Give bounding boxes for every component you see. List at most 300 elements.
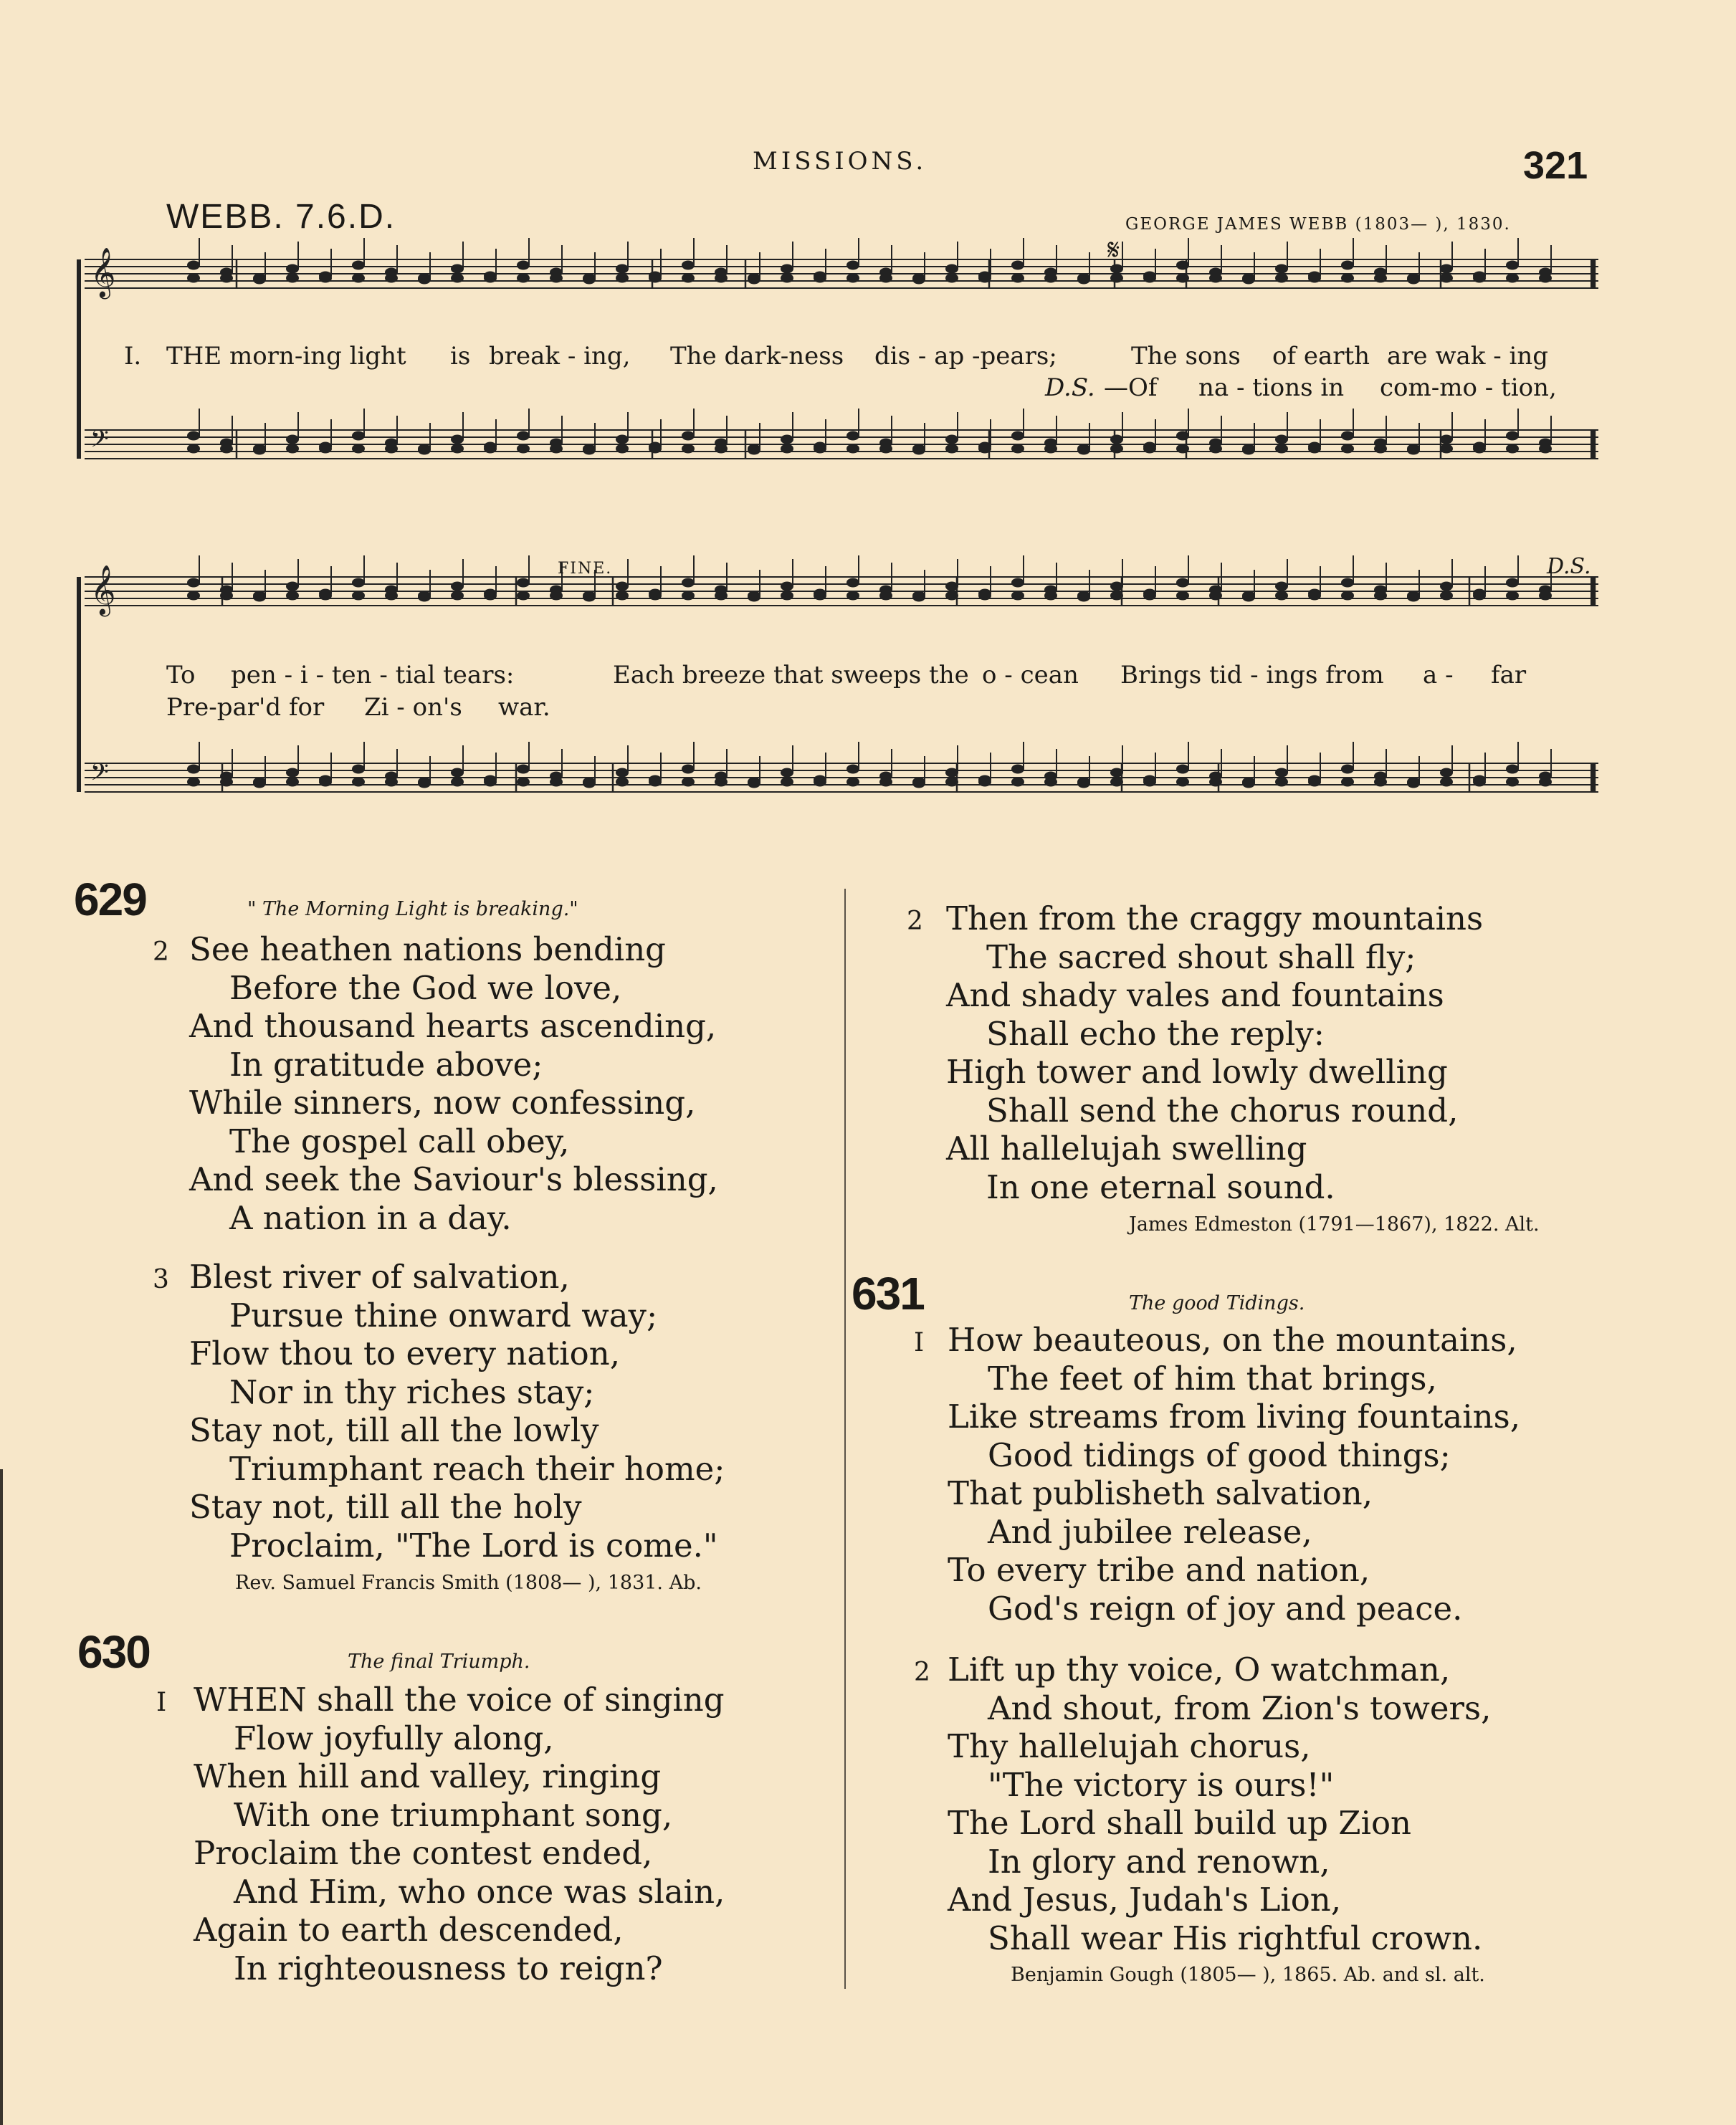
note-head <box>1176 444 1189 454</box>
note-head <box>517 591 530 601</box>
note-head <box>352 261 365 270</box>
note-head <box>1506 261 1519 270</box>
note-head <box>1011 765 1024 774</box>
note-head <box>1011 431 1024 441</box>
note-head <box>814 778 826 787</box>
note-head <box>1176 431 1189 441</box>
lyric-syllable: dis - ap -pears; <box>874 342 1057 371</box>
note-head <box>550 591 563 601</box>
note-head <box>846 261 859 270</box>
note-head <box>187 431 200 441</box>
section-header: MISSIONS. <box>753 147 927 176</box>
lyric-syllable: The sons <box>1131 342 1241 371</box>
note-head <box>1506 431 1519 441</box>
note-head <box>1176 261 1189 270</box>
note-head <box>781 435 793 444</box>
verse-line: And seek the Saviour's blessing, <box>189 1160 718 1198</box>
note-head <box>814 444 826 454</box>
lyric-syllable: a - <box>1423 661 1454 689</box>
treble-clef: 𝄞 <box>90 565 116 615</box>
verse-block <box>189 1258 725 1565</box>
note-head <box>1011 274 1024 283</box>
note-head <box>1506 591 1519 601</box>
note-head <box>616 582 629 591</box>
lyric-verse-number: I. <box>124 342 142 371</box>
verse-line: And jubilee release, <box>988 1512 1312 1551</box>
verse-line: To every tribe and nation, <box>948 1551 1370 1589</box>
lyric-syllable: war. <box>498 693 550 722</box>
note-head <box>1506 578 1519 588</box>
note-head <box>945 591 958 601</box>
note-head <box>385 274 398 283</box>
note-head <box>484 274 497 283</box>
note-head <box>616 274 629 283</box>
verse-line: Shall wear His rightful crown. <box>988 1919 1483 1957</box>
note-head <box>286 264 299 274</box>
verse-number: I <box>156 1688 167 1717</box>
note-head <box>781 444 793 454</box>
note-head <box>187 261 200 270</box>
note-head <box>1407 591 1420 601</box>
note-head <box>187 765 200 774</box>
note-head <box>945 778 958 787</box>
note-head <box>286 435 299 444</box>
note-head <box>1110 768 1123 778</box>
verse-line: A nation in a day. <box>229 1198 512 1237</box>
note-head <box>781 274 793 283</box>
note-head <box>912 274 925 283</box>
note-head <box>1275 768 1288 778</box>
note-head <box>1242 274 1255 283</box>
note-head <box>1440 582 1453 591</box>
hymn-credit: Rev. Samuel Francis Smith (1808— ), 1831. Ab. <box>235 1572 702 1594</box>
note-head <box>649 591 662 601</box>
note-head <box>1110 591 1123 601</box>
note-head <box>1440 274 1453 283</box>
note-head <box>1275 274 1288 283</box>
note-head <box>1539 591 1552 601</box>
lyric-syllable: far <box>1491 661 1527 689</box>
note-head <box>418 444 431 454</box>
verse-line: Pursue thine onward way; <box>229 1296 658 1334</box>
note-head <box>1110 444 1123 454</box>
hymn-title: " The Morning Light is breaking." <box>247 898 578 920</box>
verse-line: And thousand hearts ascending, <box>189 1007 717 1045</box>
verse-line: Again to earth descended, <box>194 1911 624 1949</box>
note-head <box>1143 444 1156 454</box>
verse-line: Lift up thy voice, O watchman, <box>948 1651 1451 1689</box>
hymn-title: The good Tidings. <box>1129 1292 1305 1314</box>
note-head <box>319 444 332 454</box>
note-head <box>1473 274 1486 283</box>
note-head <box>1341 578 1354 588</box>
note-head <box>253 274 266 283</box>
note-head <box>1506 274 1519 283</box>
note-head <box>583 778 596 787</box>
note-head <box>879 444 892 454</box>
verse-block <box>189 930 718 1237</box>
note-head <box>1473 778 1486 787</box>
note-head <box>748 778 760 787</box>
note-head <box>1242 444 1255 454</box>
note-head <box>1308 778 1321 787</box>
note-head <box>1341 778 1354 787</box>
verse-block <box>194 1681 725 1987</box>
note-head <box>1242 591 1255 601</box>
note-head <box>583 274 596 283</box>
note-head <box>253 591 266 601</box>
lyric-syllable: THE morn-ing light <box>166 342 406 371</box>
note-head <box>1308 444 1321 454</box>
note-head <box>451 444 464 454</box>
segno-sign: 𝄋 <box>1107 234 1120 267</box>
note-head <box>945 768 958 778</box>
note-head <box>484 444 497 454</box>
note-head <box>846 274 859 283</box>
verse-line: The Lord shall build up Zion <box>948 1804 1412 1842</box>
note-head <box>616 778 629 787</box>
note-head <box>319 591 332 601</box>
note-head <box>286 778 299 787</box>
bass-clef: 𝄢 <box>90 426 109 459</box>
verse-line: Stay not, till all the lowly <box>189 1411 599 1449</box>
note-head <box>1011 578 1024 588</box>
note-head <box>1176 274 1189 283</box>
note-head <box>1011 444 1024 454</box>
note-head <box>550 444 563 454</box>
note-head <box>846 444 859 454</box>
verse-line: God's reign of joy and peace. <box>988 1589 1463 1628</box>
note-head <box>517 431 530 441</box>
note-head <box>781 582 793 591</box>
note-head <box>187 778 200 787</box>
verse-line: How beauteous, on the mountains, <box>948 1321 1517 1359</box>
note-head <box>1077 591 1090 601</box>
note-head <box>1440 778 1453 787</box>
hymn-number: 631 <box>852 1268 924 1319</box>
note-head <box>649 778 662 787</box>
note-head <box>451 582 464 591</box>
note-head <box>187 274 200 283</box>
note-head <box>945 274 958 283</box>
note-head <box>451 778 464 787</box>
ds-lyric-label: D.S. <box>1045 373 1095 402</box>
note-head <box>550 778 563 787</box>
verse-line: Blest river of salvation, <box>189 1258 570 1296</box>
note-head <box>1275 444 1288 454</box>
verse-line: With one triumphant song, <box>234 1795 673 1834</box>
note-head <box>352 765 365 774</box>
note-head <box>1275 591 1288 601</box>
note-head <box>1341 444 1354 454</box>
note-head <box>220 591 233 601</box>
verse-line: And shady vales and fountains <box>946 976 1444 1014</box>
note-head <box>1011 261 1024 270</box>
verse-line: Triumphant reach their home; <box>229 1449 725 1488</box>
note-head <box>319 274 332 283</box>
note-head <box>1341 261 1354 270</box>
lyric-syllable: Zi - on's <box>364 693 462 722</box>
note-head <box>1473 591 1486 601</box>
note-head <box>1209 444 1222 454</box>
note-head <box>550 274 563 283</box>
verse-line: WHEN shall the voice of singing <box>194 1681 725 1719</box>
bass-clef: 𝄢 <box>90 759 109 792</box>
note-head <box>286 444 299 454</box>
note-head <box>1176 578 1189 588</box>
note-head <box>846 591 859 601</box>
note-head <box>781 264 793 274</box>
lyric-syllable: pen - i - ten - tial tears: <box>231 661 515 689</box>
note-head <box>352 578 365 588</box>
verse-line: Shall send the chorus round, <box>986 1091 1459 1130</box>
note-head <box>352 431 365 441</box>
verse-line: Then from the craggy mountains <box>946 899 1484 937</box>
column-divider <box>844 889 846 1989</box>
note-head <box>1374 274 1387 283</box>
verse-line: Nor in thy riches stay; <box>229 1372 595 1411</box>
note-head <box>945 435 958 444</box>
note-head <box>220 778 233 787</box>
note-head <box>1044 778 1057 787</box>
hymn-credit: Benjamin Gough (1805— ), 1865. Ab. and sl. alt. <box>1011 1964 1485 1986</box>
note-head <box>945 264 958 274</box>
note-head <box>1308 591 1321 601</box>
note-head <box>616 435 629 444</box>
note-head <box>1176 765 1189 774</box>
note-head <box>517 765 530 774</box>
note-head <box>781 778 793 787</box>
note-head <box>682 578 695 588</box>
note-head <box>418 591 431 601</box>
note-head <box>385 778 398 787</box>
lyric-syllable: break - ing, <box>489 342 631 371</box>
note-head <box>352 444 365 454</box>
note-head <box>1275 582 1288 591</box>
verse-number: 2 <box>914 1658 930 1687</box>
verse-line: Shall echo the reply: <box>986 1014 1325 1053</box>
note-head <box>846 431 859 441</box>
note-head <box>451 435 464 444</box>
note-head <box>1308 274 1321 283</box>
verse-line: The feet of him that brings, <box>988 1359 1437 1398</box>
note-head <box>814 274 826 283</box>
note-head <box>715 444 728 454</box>
note-head <box>451 264 464 274</box>
ds-mark: D.S. <box>1547 554 1591 579</box>
note-head <box>1044 274 1057 283</box>
note-head <box>649 444 662 454</box>
note-head <box>649 274 662 283</box>
lyric-syllable: of earth <box>1272 342 1370 371</box>
verse-line: The sacred shout shall fly; <box>986 937 1416 976</box>
verse-line: Before the God we love, <box>229 968 622 1007</box>
verse-line: Stay not, till all the holy <box>189 1488 582 1526</box>
verse-line: In one eternal sound. <box>986 1167 1335 1206</box>
verse-line: Proclaim, "The Lord is come." <box>229 1526 718 1565</box>
note-head <box>418 778 431 787</box>
note-head <box>846 578 859 588</box>
note-head <box>583 444 596 454</box>
music-score <box>0 0 1736 860</box>
verse-block <box>948 1651 1491 1957</box>
note-head <box>253 778 266 787</box>
note-head <box>352 274 365 283</box>
note-head <box>517 578 530 588</box>
note-head <box>385 591 398 601</box>
note-head <box>1143 591 1156 601</box>
note-head <box>1242 778 1255 787</box>
note-head <box>1209 274 1222 283</box>
note-head <box>1143 778 1156 787</box>
note-head <box>781 768 793 778</box>
note-head <box>1209 591 1222 601</box>
note-head <box>517 261 530 270</box>
ds-lyric: —Of <box>1104 373 1158 402</box>
lyric-syllable: Each breeze that sweeps the <box>613 661 969 689</box>
verse-line: High tower and lowly dwelling <box>946 1053 1448 1091</box>
note-head <box>978 274 991 283</box>
verse-number: I <box>914 1328 925 1357</box>
note-head <box>418 274 431 283</box>
note-head <box>715 274 728 283</box>
note-head <box>517 778 530 787</box>
note-head <box>1077 274 1090 283</box>
page-edge <box>0 1469 3 2125</box>
note-head <box>1143 274 1156 283</box>
note-head <box>583 591 596 601</box>
note-head <box>682 274 695 283</box>
note-head <box>1341 765 1354 774</box>
note-head <box>451 591 464 601</box>
note-head <box>682 591 695 601</box>
verse-line: Proclaim the contest ended, <box>194 1834 653 1872</box>
note-head <box>1374 591 1387 601</box>
note-head <box>1539 274 1552 283</box>
note-head <box>1440 768 1453 778</box>
note-head <box>1407 444 1420 454</box>
note-head <box>1539 444 1552 454</box>
note-head <box>912 778 925 787</box>
verse-number: 2 <box>153 937 169 967</box>
note-head <box>451 768 464 778</box>
hymn-credit: James Edmeston (1791—1867), 1822. Alt. <box>1129 1213 1540 1236</box>
verse-line: "The victory is ours!" <box>988 1765 1335 1804</box>
note-head <box>715 591 728 601</box>
tune-composer: GEORGE JAMES WEBB (1803— ), 1830. <box>1125 215 1511 234</box>
note-head <box>616 768 629 778</box>
note-head <box>1275 264 1288 274</box>
note-head <box>484 591 497 601</box>
note-head <box>1374 444 1387 454</box>
note-head <box>1506 444 1519 454</box>
note-head <box>1506 765 1519 774</box>
lyric-syllable: Brings tid - ings from <box>1120 661 1384 689</box>
note-head <box>1341 431 1354 441</box>
verse-line: While sinners, now confessing, <box>189 1084 696 1122</box>
note-head <box>1077 444 1090 454</box>
note-head <box>1374 778 1387 787</box>
note-head <box>1275 778 1288 787</box>
note-head <box>1440 444 1453 454</box>
note-head <box>846 778 859 787</box>
note-head <box>1176 591 1189 601</box>
lyric-syllable: o - cean <box>982 661 1079 689</box>
verse-line: In righteousness to reign? <box>234 1949 663 1987</box>
verse-block <box>946 899 1483 1206</box>
note-head <box>1044 591 1057 601</box>
hymn-number: 630 <box>77 1626 150 1678</box>
note-head <box>517 274 530 283</box>
note-head <box>1440 591 1453 601</box>
treble-clef: 𝄞 <box>90 247 116 297</box>
note-head <box>352 778 365 787</box>
verse-line: Good tidings of good things; <box>988 1436 1451 1474</box>
fine-mark: FINE. <box>558 560 613 578</box>
ds-lyric: com-mo - tion, <box>1380 373 1557 402</box>
note-head <box>846 765 859 774</box>
note-head <box>253 444 266 454</box>
note-head <box>1341 591 1354 601</box>
note-head <box>1473 444 1486 454</box>
note-head <box>978 778 991 787</box>
note-head <box>319 778 332 787</box>
note-head <box>715 778 728 787</box>
note-head <box>616 444 629 454</box>
note-head <box>912 591 925 601</box>
note-head <box>879 778 892 787</box>
verse-block <box>948 1321 1520 1628</box>
verse-number: 2 <box>907 907 923 936</box>
verse-line: In gratitude above; <box>229 1045 543 1084</box>
note-head <box>616 264 629 274</box>
note-head <box>781 591 793 601</box>
note-head <box>1209 778 1222 787</box>
lyric-syllable: The dark-ness <box>670 342 844 371</box>
note-head <box>220 444 233 454</box>
note-head <box>451 274 464 283</box>
verse-line: Flow joyfully along, <box>234 1719 554 1757</box>
note-head <box>1176 778 1189 787</box>
verse-line: And shout, from Zion's towers, <box>988 1689 1492 1727</box>
note-head <box>748 591 760 601</box>
note-head <box>187 578 200 588</box>
note-head <box>682 431 695 441</box>
note-head <box>1407 274 1420 283</box>
note-head <box>1011 591 1024 601</box>
note-head <box>187 444 200 454</box>
lyric-syllable: To <box>166 661 196 689</box>
page-number: 321 <box>1523 144 1588 187</box>
lyric-syllable: Pre-par'd for <box>166 693 325 722</box>
note-head <box>484 778 497 787</box>
note-head <box>1044 444 1057 454</box>
note-head <box>945 582 958 591</box>
note-head <box>1275 435 1288 444</box>
note-head <box>682 778 695 787</box>
verse-line: All hallelujah swelling <box>946 1130 1307 1167</box>
note-head <box>1110 582 1123 591</box>
note-head <box>978 444 991 454</box>
verse-line: When hill and valley, ringing <box>194 1757 662 1795</box>
verse-line: Thy hallelujah chorus, <box>948 1727 1311 1765</box>
verse-line: The gospel call obey, <box>229 1122 570 1160</box>
note-head <box>385 444 398 454</box>
note-head <box>517 444 530 454</box>
note-head <box>1407 778 1420 787</box>
note-head <box>682 261 695 270</box>
note-head <box>879 591 892 601</box>
